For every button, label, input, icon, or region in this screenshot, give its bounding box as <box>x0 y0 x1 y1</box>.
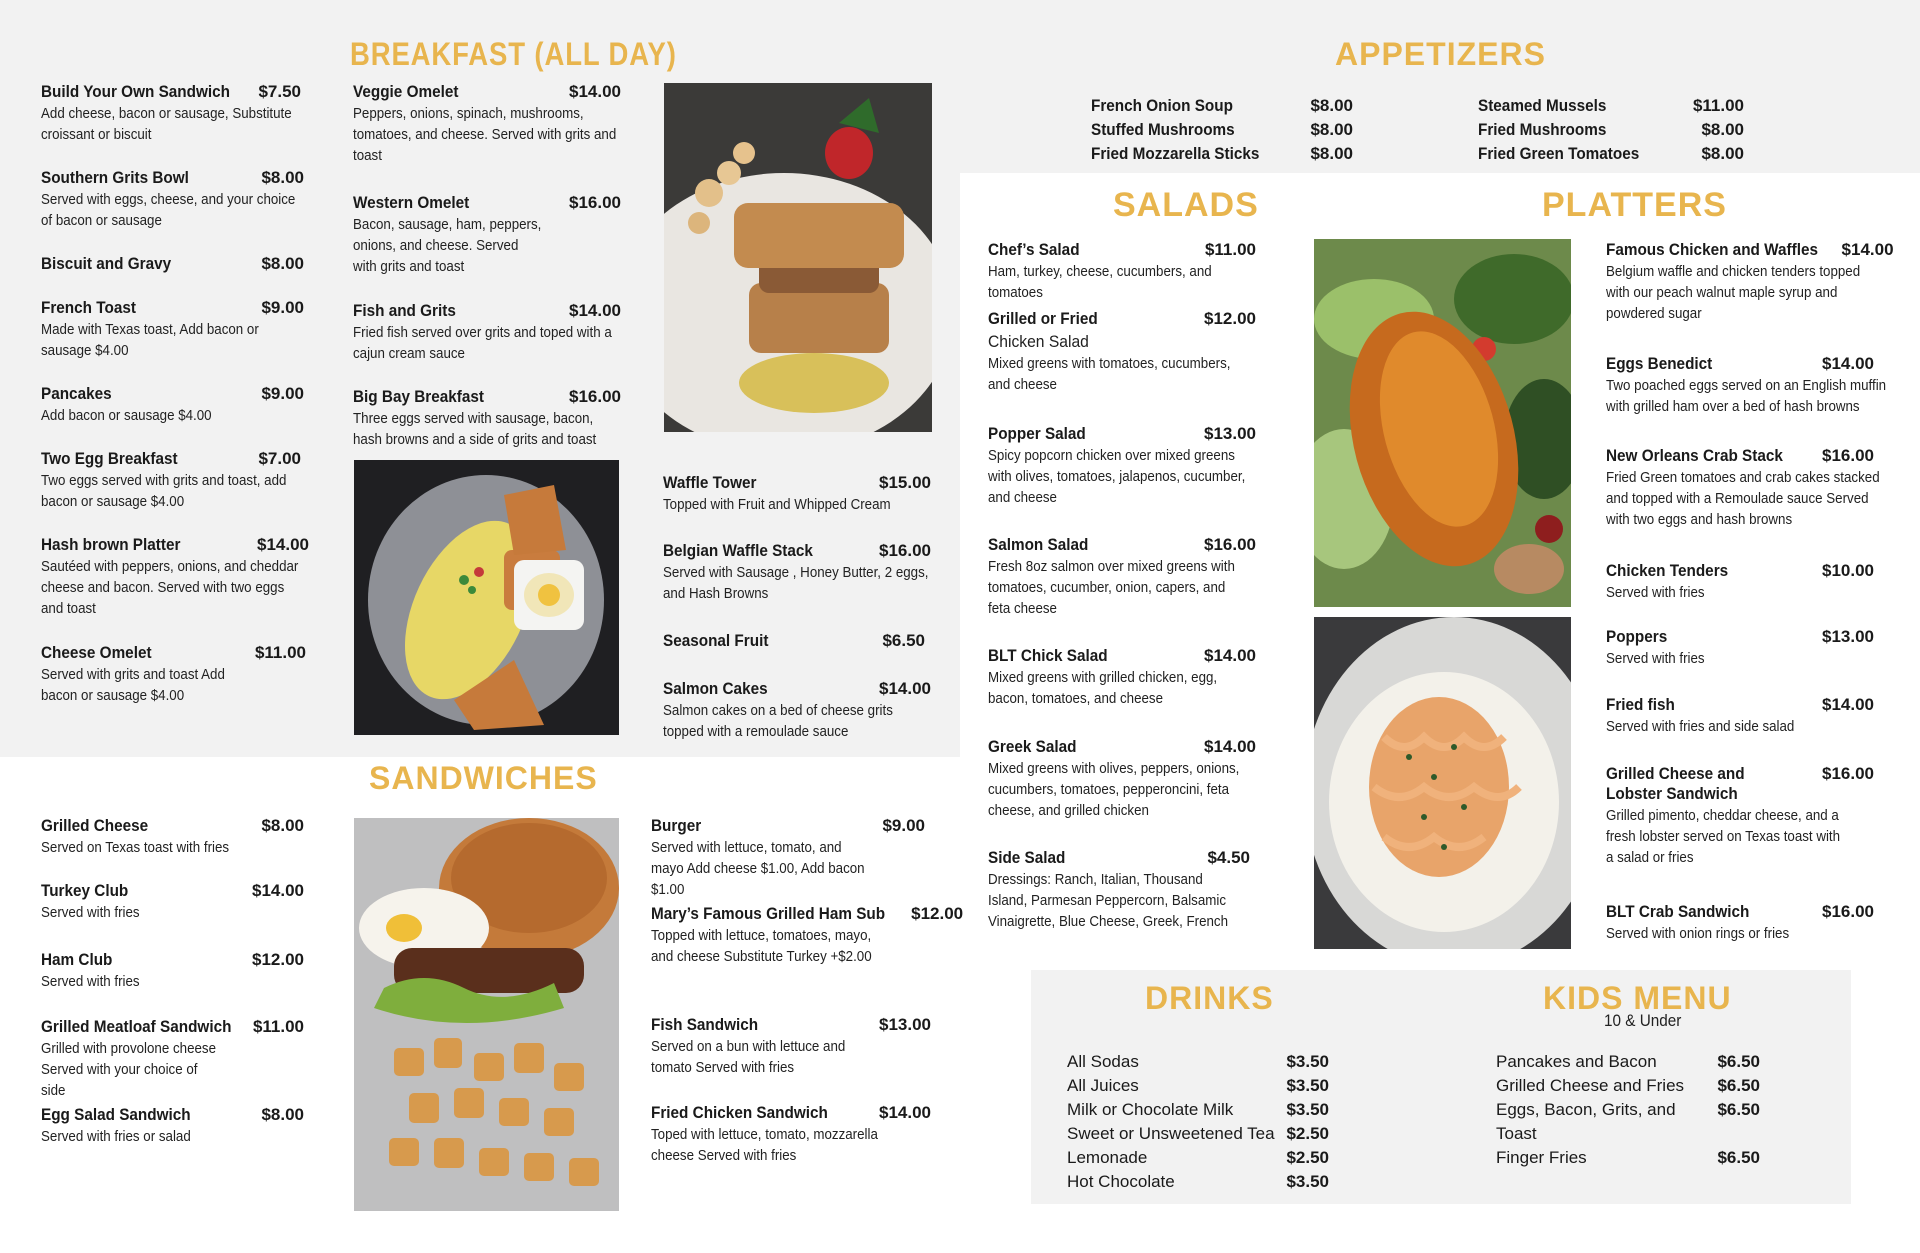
menu-item <box>41 816 304 859</box>
menu-item <box>1478 142 1744 166</box>
item-name: Grilled Cheese and Fries <box>1496 1076 1685 1095</box>
item-price: $8.00 <box>1310 96 1353 115</box>
item-price: $9.00 <box>261 384 304 403</box>
platters-heading: PLATTERS <box>1542 186 1727 224</box>
item-name: Fish Sandwich <box>651 1015 759 1034</box>
menu-item <box>1091 142 1353 166</box>
item-name: Fried fish <box>1606 695 1675 714</box>
menu-item <box>1067 1146 1329 1170</box>
item-desc: Served with fries <box>41 974 140 990</box>
menu-item <box>1091 94 1353 118</box>
item-price: $15.00 <box>879 473 931 492</box>
item-desc: Topped with lettuce, tomatoes, mayo, and cheese Substitute Turkey +$2.00 <box>651 928 872 965</box>
item-name: Cheese Omelet <box>41 643 152 662</box>
item-name: Popper Salad <box>988 424 1086 443</box>
item-desc: Spicy popcorn chicken over mixed greens with olives, tomatoes, jalapenos, cucumber, and cheese <box>988 448 1246 506</box>
item-price: $16.00 <box>1822 902 1874 921</box>
item-name: Pancakes and Bacon <box>1496 1052 1657 1071</box>
burger-photo <box>354 818 619 1211</box>
item-desc: Served with onion rings or fries <box>1606 926 1790 942</box>
item-name: Turkey Club <box>41 881 129 900</box>
item-desc: Two poached eggs served on an English muffin with grilled ham over a bed of hash browns <box>1606 378 1887 415</box>
menu-item <box>353 301 621 365</box>
item-desc: Sautéed with peppers, onions, and cheddar cheese and bacon. Served with two eggs and toast <box>41 559 299 617</box>
item-name: Grilled Cheese and Lobster Sandwich <box>1606 764 1745 803</box>
item-price: $13.00 <box>1204 424 1256 443</box>
kids-subtitle: 10 & Under <box>1604 1011 1682 1030</box>
item-desc: Served with fries or salad <box>41 1129 191 1145</box>
item-desc: Made with Texas toast, Add bacon or sausage $4.00 <box>41 322 259 359</box>
item-name: Big Bay Breakfast <box>353 387 484 406</box>
item-desc: Mixed greens with olives, peppers, onions, cucumbers, tomatoes, pepperoncini, feta cheese, and grilled chicken <box>988 761 1240 819</box>
item-price: $11.00 <box>1692 96 1744 115</box>
item-desc: Grilled with provolone cheese Served with your choice of side <box>41 1041 217 1099</box>
item-price: $16.00 <box>569 387 621 406</box>
item-name: Build Your Own Sandwich <box>41 82 230 101</box>
menu-item <box>1478 118 1744 142</box>
menu-item <box>663 631 925 651</box>
item-price: $11.00 <box>1204 240 1256 259</box>
item-desc: Grilled pimento, cheddar cheese, and a fresh lobster served on Texas toast with a salad or fries <box>1606 808 1841 866</box>
item-name: Salmon Salad <box>988 535 1089 554</box>
menu-item <box>1606 902 1874 945</box>
item-name: Side Salad <box>988 848 1066 867</box>
menu-item <box>41 881 304 924</box>
item-desc: Ham, turkey, cheese, cucumbers, and tomatoes <box>988 264 1212 301</box>
menu-item <box>651 816 925 901</box>
item-name: Waffle Tower <box>663 473 757 492</box>
item-price: $9.00 <box>882 816 925 835</box>
item-price: $7.50 <box>258 82 301 101</box>
item-desc: Peppers, onions, spinach, mushrooms, tomatoes, and cheese. Served with grits and toast <box>353 106 617 164</box>
menu-item <box>41 1017 304 1102</box>
item-name: Grilled Meatloaf Sandwich <box>41 1017 232 1036</box>
item-name: Egg Salad Sandwich <box>41 1105 191 1124</box>
item-price: $12.00 <box>1204 309 1256 328</box>
item-price: $14.00 <box>569 301 621 320</box>
item-desc: Add bacon or sausage $4.00 <box>41 408 212 424</box>
item-name: Sweet or Unsweetened Tea <box>1067 1124 1275 1143</box>
item-price: $8.00 <box>1701 120 1744 139</box>
item-name: Fish and Grits <box>353 301 456 320</box>
item-name: Chef’s Salad <box>988 240 1080 259</box>
item-price: $13.00 <box>879 1015 931 1034</box>
item-name: Two Egg Breakfast <box>41 449 178 468</box>
menu-item <box>41 1105 304 1148</box>
menu-item <box>41 168 304 232</box>
menu-item <box>353 193 621 278</box>
item-price: $12.00 <box>911 904 964 923</box>
item-desc: Three eggs served with sausage, bacon, hash browns and a side of grits and toast <box>353 411 597 448</box>
item-desc: Dressings: Ranch, Italian, Thousand Island, Parmesan Peppercorn, Balsamic Vinaigrette, Blue Cheese, Greek, French <box>988 872 1229 930</box>
item-price: $6.50 <box>1717 1148 1760 1167</box>
item-price: $10.00 <box>1822 561 1874 580</box>
item-name: Stuffed Mushrooms <box>1091 120 1235 139</box>
menu-item <box>651 1015 931 1079</box>
item-name: Mary’s Famous Grilled Ham Sub <box>651 904 886 923</box>
menu-item <box>353 82 621 167</box>
menu-item <box>988 240 1256 304</box>
appetizers-right <box>1478 94 1744 166</box>
item-price: $6.50 <box>1717 1076 1760 1095</box>
item-desc: Topped with Fruit and Whipped Cream <box>663 497 891 513</box>
item-name: Burger <box>651 816 702 835</box>
item-price: $3.50 <box>1286 1100 1329 1119</box>
menu-item <box>988 424 1256 509</box>
item-desc: Toped with lettuce, tomato, mozzarella cheese Served with fries <box>651 1127 878 1164</box>
item-price: $14.00 <box>257 535 309 554</box>
item-name: Belgian Waffle Stack <box>663 541 813 560</box>
menu-item <box>663 473 931 516</box>
item-price: $6.50 <box>1717 1052 1760 1071</box>
item-name: Biscuit and Gravy <box>41 254 172 273</box>
item-desc: Served with eggs, cheese, and your choice of bacon or sausage <box>41 192 296 229</box>
item-desc: Two eggs served with grits and toast, add bacon or sausage $4.00 <box>41 473 287 510</box>
menu-item <box>41 643 306 707</box>
menu-item <box>1496 1146 1760 1170</box>
item-desc: Add cheese, bacon or sausage, Substitute croissant or biscuit <box>41 106 292 143</box>
salads-heading: SALADS <box>1113 186 1259 224</box>
appetizers-heading: APPETIZERS <box>1335 36 1546 72</box>
item-name: Fried Chicken Sandwich <box>651 1103 828 1122</box>
item-price: $3.50 <box>1286 1052 1329 1071</box>
menu-item <box>41 82 301 146</box>
item-name: Hash brown Platter <box>41 535 181 554</box>
item-name: French Onion Soup <box>1091 96 1233 115</box>
kids-list <box>1496 1050 1760 1170</box>
item-price: $11.00 <box>254 643 306 662</box>
menu-item <box>1067 1122 1329 1146</box>
menu-item <box>1606 627 1874 670</box>
menu-item <box>41 254 304 274</box>
sandwiches-heading: SANDWICHES <box>369 760 598 796</box>
item-price: $14.00 <box>252 881 304 900</box>
menu-item <box>988 848 1250 933</box>
menu-item <box>1067 1050 1329 1074</box>
item-desc: Served on Texas toast with fries <box>41 840 230 856</box>
item-desc: Belgium waffle and chicken tenders topped with our peach walnut maple syrup and powdered sugar <box>1606 264 1861 322</box>
item-desc: Fresh 8oz salmon over mixed greens with tomatoes, cucumber, onion, capers, and feta cheese <box>988 559 1235 617</box>
menu-item <box>1606 764 1874 869</box>
item-price: $8.00 <box>261 816 304 835</box>
item-desc: Served with fries <box>1606 651 1705 667</box>
item-price: $9.00 <box>261 298 304 317</box>
item-desc: Served on a bun with lettuce and tomato Served with fries <box>651 1039 846 1076</box>
item-name: Veggie Omelet <box>353 82 459 101</box>
menu-item <box>1496 1074 1760 1098</box>
item-price: $3.50 <box>1286 1172 1329 1191</box>
item-price: $8.00 <box>1310 144 1353 163</box>
menu-item <box>988 309 1256 396</box>
item-price: $14.00 <box>879 1103 931 1122</box>
item-desc: Mixed greens with tomatoes, cucumbers, and cheese <box>988 356 1231 393</box>
item-name: Seasonal Fruit <box>663 631 769 650</box>
item-desc: Served with grits and toast Add bacon or sausage $4.00 <box>41 667 225 704</box>
menu-item <box>1478 94 1744 118</box>
item-price: $8.00 <box>1701 144 1744 163</box>
menu-item <box>353 387 621 451</box>
item-price: $16.00 <box>1822 446 1874 465</box>
item-name: Lemonade <box>1067 1148 1148 1167</box>
menu-item <box>988 646 1256 710</box>
menu-item <box>41 535 309 620</box>
menu-item <box>1606 561 1874 604</box>
item-name: All Juices <box>1067 1076 1139 1095</box>
menu-item <box>41 298 304 362</box>
item-price: $6.50 <box>1717 1100 1760 1119</box>
item-price: $14.00 <box>1822 695 1874 714</box>
omelet-photo <box>354 460 619 735</box>
menu-item <box>1496 1050 1760 1074</box>
item-name: Ham Club <box>41 950 113 969</box>
item-price: $14.00 <box>1204 646 1256 665</box>
item-price: $8.00 <box>261 254 304 273</box>
item-price: $3.50 <box>1286 1076 1329 1095</box>
item-price: $4.50 <box>1207 848 1250 867</box>
item-name: Poppers <box>1606 627 1668 646</box>
item-name: Southern Grits Bowl <box>41 168 189 187</box>
breakfast-heading: BREAKFAST (ALL DAY) <box>350 36 677 72</box>
menu-item <box>41 950 304 993</box>
drinks-list <box>1067 1050 1329 1194</box>
item-name: Eggs, Bacon, Grits, and Toast <box>1496 1100 1676 1143</box>
item-desc: Served with Sausage , Honey Butter, 2 eggs, and Hash Browns <box>663 565 929 602</box>
item-name: Eggs Benedict <box>1606 354 1713 373</box>
item-price: $8.00 <box>261 168 304 187</box>
item-price: $16.00 <box>1822 764 1874 783</box>
menu-item <box>1067 1098 1329 1122</box>
item-desc: Fried Green tomatoes and crab cakes stacked and topped with a Remoulade sauce Served with two eggs and hash browns <box>1606 470 1880 528</box>
item-price: $16.00 <box>569 193 621 212</box>
menu-item <box>651 904 964 968</box>
drinks-heading: DRINKS <box>1145 980 1274 1016</box>
menu-item <box>1067 1170 1329 1194</box>
menu-item <box>988 535 1256 620</box>
item-name: Milk or Chocolate Milk <box>1067 1100 1234 1119</box>
item-desc: Fried fish served over grits and toped with a cajun cream sauce <box>353 325 612 362</box>
item-price: $7.00 <box>258 449 301 468</box>
kids-heading: KIDS MENU <box>1543 980 1732 1016</box>
item-name: Salmon Cakes <box>663 679 768 698</box>
menu-item <box>41 384 304 427</box>
item-desc: Mixed greens with grilled chicken, egg, bacon, tomatoes, and cheese <box>988 670 1218 707</box>
item-name: French Toast <box>41 298 136 317</box>
item-subname: Chicken Salad <box>988 332 1089 351</box>
item-price: $8.00 <box>261 1105 304 1124</box>
item-price: $14.00 <box>879 679 931 698</box>
item-price: $14.00 <box>569 82 621 101</box>
item-price: $14.00 <box>1204 737 1256 756</box>
item-name: Finger Fries <box>1496 1148 1587 1167</box>
item-price: $14.00 <box>1841 240 1894 259</box>
menu-item <box>1606 240 1894 325</box>
item-desc: Salmon cakes on a bed of cheese grits topped with a remoulade sauce <box>663 703 893 740</box>
menu-item <box>651 1103 931 1167</box>
menu-item <box>1606 446 1880 531</box>
shrimp-grits-photo <box>1314 617 1571 949</box>
appetizers-left <box>1091 94 1353 166</box>
item-price: $8.00 <box>1310 120 1353 139</box>
menu-item <box>663 679 931 743</box>
item-desc: Served with fries and side salad <box>1606 719 1795 735</box>
item-price: $13.00 <box>1822 627 1874 646</box>
item-desc: Bacon, sausage, ham, peppers, onions, and cheese. Served with grits and toast <box>353 217 542 275</box>
item-name: BLT Crab Sandwich <box>1606 902 1750 921</box>
item-desc: Served with fries <box>41 905 140 921</box>
item-price: $6.50 <box>882 631 925 650</box>
item-price: $11.00 <box>252 1017 304 1036</box>
item-price: $16.00 <box>879 541 931 560</box>
item-price: $2.50 <box>1286 1148 1329 1167</box>
salmon-salad-photo <box>1314 239 1571 607</box>
item-name: Fried Mushrooms <box>1478 120 1607 139</box>
item-name: Grilled Cheese <box>41 816 149 835</box>
menu-item <box>41 449 301 513</box>
menu-item <box>1606 354 1887 418</box>
item-name: All Sodas <box>1067 1052 1139 1071</box>
item-name: Pancakes <box>41 384 112 403</box>
item-name: Famous Chicken and Waffles <box>1606 240 1818 259</box>
menu-item <box>1496 1098 1760 1146</box>
item-name: BLT Chick Salad <box>988 646 1108 665</box>
item-price: $14.00 <box>1822 354 1874 373</box>
item-name: New Orleans Crab Stack <box>1606 446 1783 465</box>
item-name: Steamed Mussels <box>1478 96 1607 115</box>
item-desc: Served with fries <box>1606 585 1705 601</box>
item-desc: Served with lettuce, tomato, and mayo Add cheese $1.00, Add bacon $1.00 <box>651 840 865 898</box>
item-name: Western Omelet <box>353 193 470 212</box>
menu-item <box>1091 118 1353 142</box>
item-name: Grilled or Fried <box>988 309 1098 328</box>
item-price: $16.00 <box>1204 535 1256 554</box>
item-name: Fried Green Tomatoes <box>1478 144 1640 163</box>
waffle-tower-photo <box>664 83 932 432</box>
item-name: Fried Mozzarella Sticks <box>1091 144 1260 163</box>
menu-item <box>1067 1074 1329 1098</box>
menu-item <box>988 737 1256 822</box>
item-name: Chicken Tenders <box>1606 561 1729 580</box>
menu-item <box>1606 695 1874 738</box>
item-name: Greek Salad <box>988 737 1077 756</box>
item-name: Hot Chocolate <box>1067 1172 1175 1191</box>
item-price: $12.00 <box>252 950 304 969</box>
menu-item <box>663 541 931 605</box>
item-price: $2.50 <box>1286 1124 1329 1143</box>
